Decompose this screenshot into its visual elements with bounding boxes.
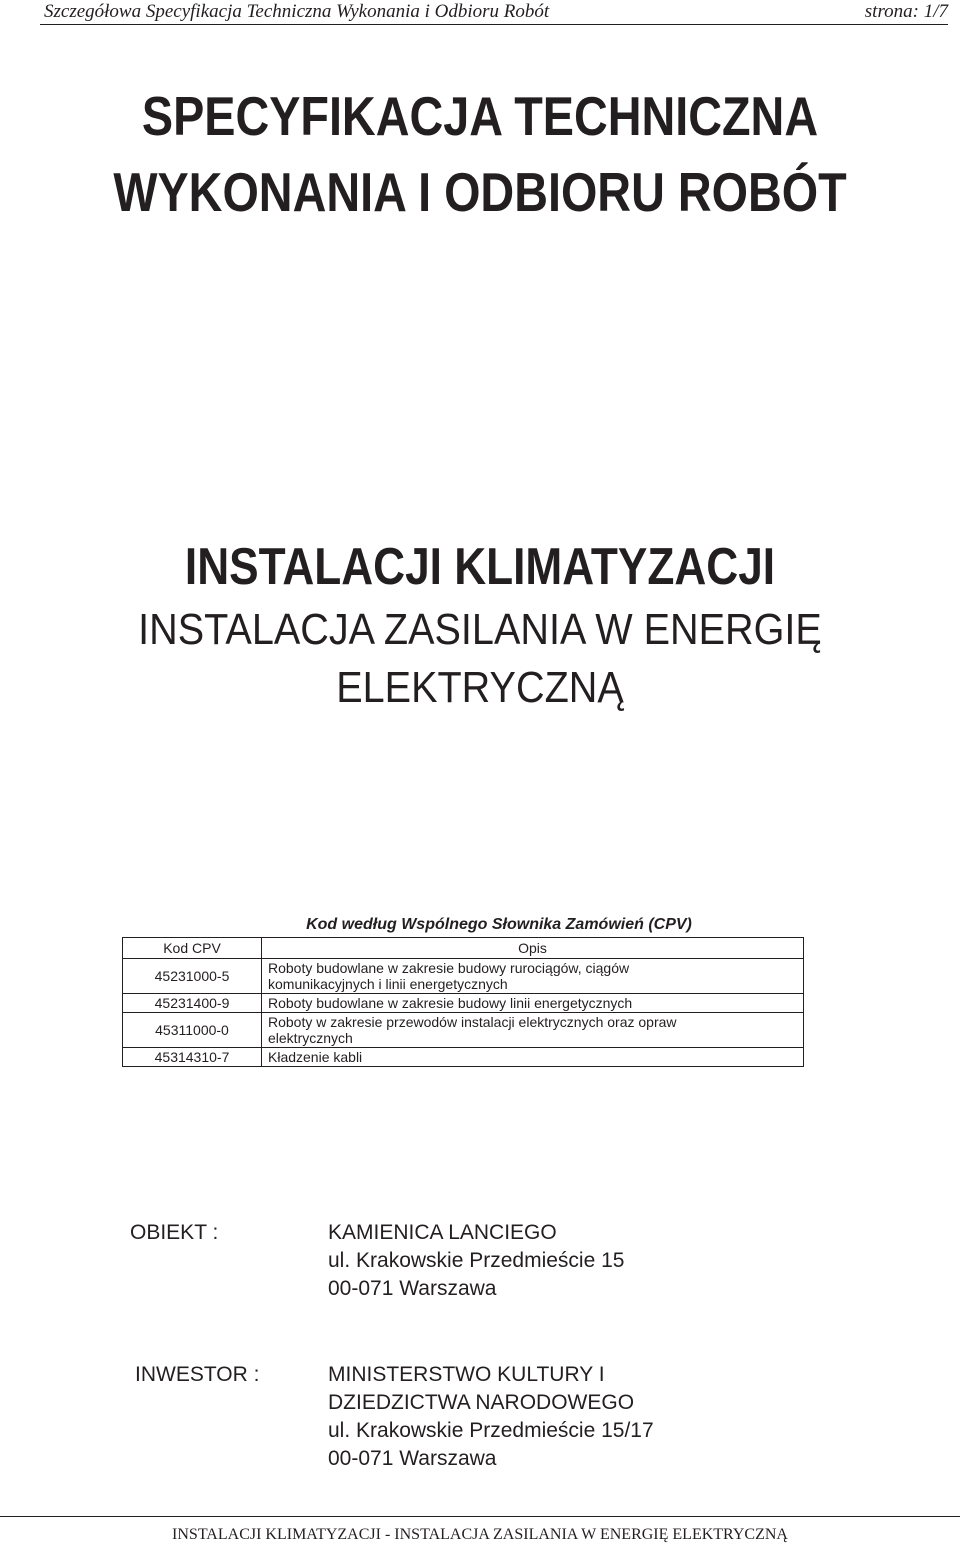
- investor-label: INWESTOR :: [135, 1363, 260, 1386]
- investor-street: ul. Krakowskie Przedmieście 15/17: [328, 1419, 654, 1442]
- cpv-code: 45314310-7: [123, 1048, 262, 1067]
- cpv-code: 45231400-9: [123, 994, 262, 1013]
- object-name: KAMIENICA LANCIEGO: [328, 1221, 557, 1244]
- object-street: ul. Krakowskie Przedmieście 15: [328, 1249, 625, 1272]
- cpv-description-line: elektrycznych: [268, 1030, 353, 1046]
- cpv-table-header-row: [123, 938, 804, 959]
- table-row: [123, 994, 804, 1013]
- cpv-description: [262, 994, 804, 1013]
- running-header-title: Szczegółowa Specyfikacja Techniczna Wykonania i Odbioru Robót: [44, 1, 550, 22]
- running-footer: INSTALACJI KLIMATYZACJI - INSTALACJA ZASILANIA W ENERGIĘ ELEKTRYCZNĄ: [172, 1526, 788, 1543]
- investor-name-line-1: MINISTERSTWO KULTURY I: [328, 1363, 605, 1386]
- subtitle-line-1: INSTALACJI KLIMATYZACJI: [184, 538, 776, 596]
- table-row: [123, 1048, 804, 1067]
- cpv-description-line: Kładzenie kabli: [268, 1049, 363, 1065]
- object-details: [328, 1219, 624, 1303]
- investor-name-line-2: DZIEDZICTWA NARODOWEGO: [328, 1391, 635, 1414]
- table-row: [123, 1013, 804, 1048]
- table-row: [123, 959, 804, 994]
- document-title-line-2: WYKONANIA I ODBIORU ROBÓT: [113, 161, 847, 223]
- document-title-line-1: SPECYFIKACJA TECHNICZNA: [141, 85, 819, 147]
- cpv-description-line: Roboty budowlane w zakresie budowy linii energetycznych: [268, 995, 633, 1011]
- subtitle-line-3: ELEKTRYCZNĄ: [336, 663, 624, 712]
- cpv-column-code-header: Kod CPV: [123, 938, 262, 959]
- cpv-table: [122, 937, 804, 1067]
- object-label: OBIEKT :: [130, 1221, 219, 1244]
- object-city: 00-071 Warszawa: [328, 1277, 497, 1300]
- cpv-description-line: Roboty budowlane w zakresie budowy rurociągów, ciągów: [268, 960, 630, 976]
- cpv-code: 45311000-0: [123, 1013, 262, 1048]
- cpv-description: [262, 1048, 804, 1067]
- cpv-code: 45231000-5: [123, 959, 262, 994]
- cpv-description: [262, 1013, 804, 1048]
- footer-divider: [0, 1516, 960, 1517]
- cpv-description: [262, 959, 804, 994]
- cpv-description-line: Roboty w zakresie przewodów instalacji elektrycznych oraz opraw: [268, 1014, 677, 1030]
- investor-details: [328, 1361, 654, 1473]
- cpv-column-description-header: Opis: [262, 938, 804, 959]
- page-number: strona: 1/7: [864, 1, 948, 22]
- cpv-description-line: komunikacyjnych i linii energetycznych: [268, 976, 508, 992]
- header-divider: [40, 24, 948, 25]
- subtitle-line-2: INSTALACJA ZASILANIA W ENERGIĘ: [138, 605, 822, 654]
- investor-city: 00-071 Warszawa: [328, 1447, 497, 1470]
- cpv-table-heading: Kod według Wspólnego Słownika Zamówień (CPV): [306, 916, 692, 933]
